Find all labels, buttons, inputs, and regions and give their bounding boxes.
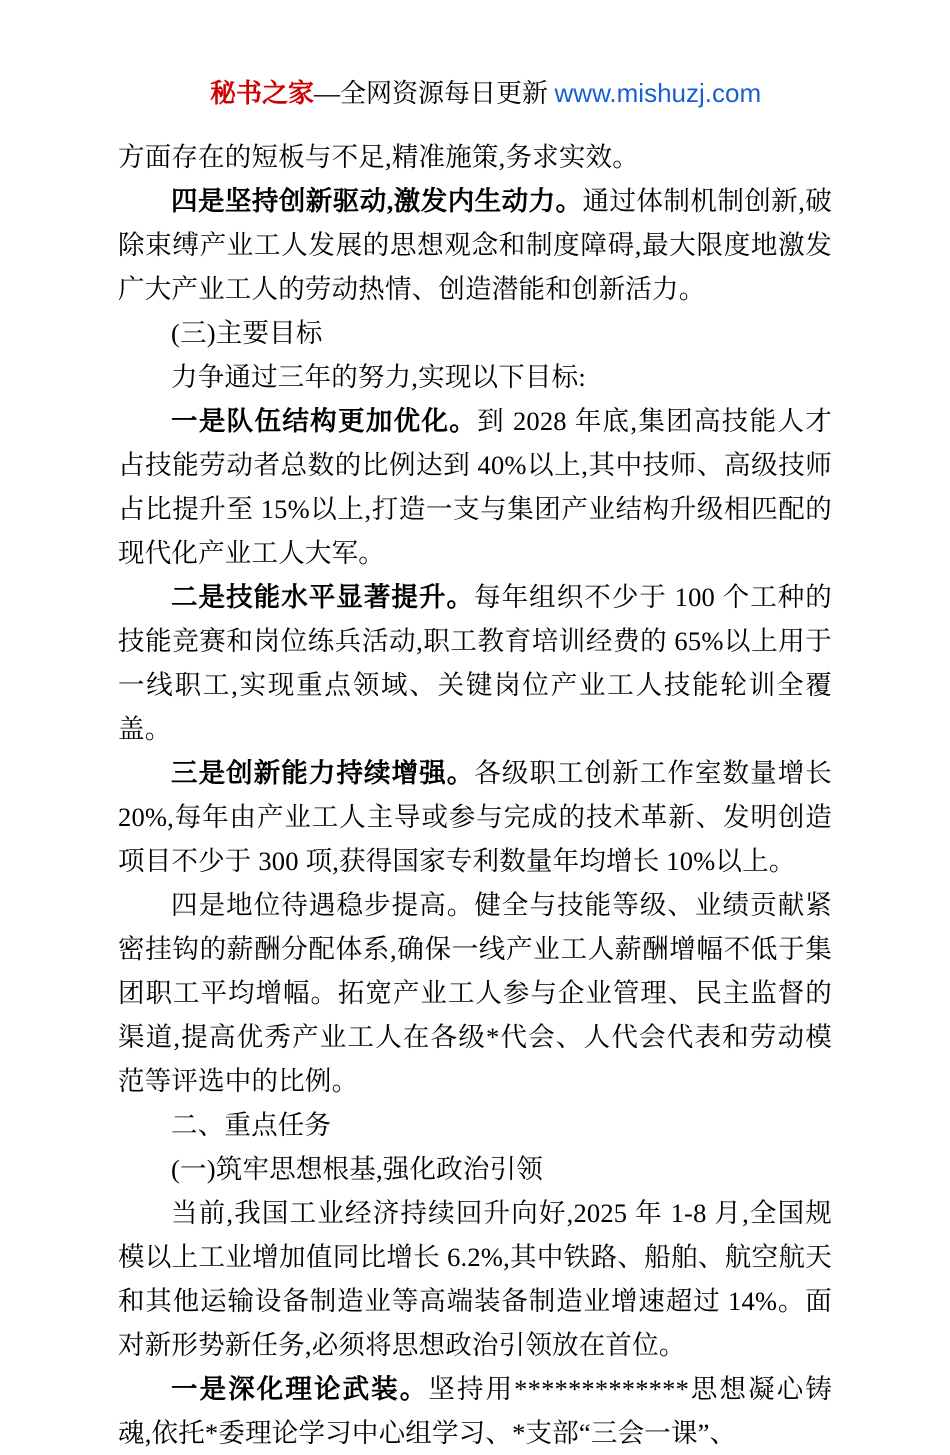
paragraph: [118, 355, 832, 399]
paragraph-lead-bold: 二是技能水平显著提升。: [171, 582, 475, 613]
paragraph-lead-bold: 一是深化理论武装。: [171, 1374, 429, 1405]
paragraph-text: 每年组织不少于 100 个工种的技能竞赛和岗位练兵活动,职工教育培训经费的 65%以上用于一线职工,实现重点领域、关键岗位产业工人技能轮训全覆盖。: [118, 582, 833, 745]
paragraph: [118, 399, 832, 575]
paragraph: [118, 1367, 832, 1455]
paragraph: [118, 311, 832, 355]
paragraph: [118, 883, 832, 1103]
paragraph-text: 力争通过三年的努力,实现以下目标:: [171, 362, 586, 393]
paragraph: [118, 179, 832, 311]
paragraph-text: 方面存在的短板与不足,精准施策,务求实效。: [118, 142, 639, 173]
paragraph: [118, 1147, 832, 1191]
paragraph-text: 四是地位待遇稳步提高。健全与技能等级、业绩贡献紧密挂钩的薪酬分配体系,确保一线产业工人薪酬增幅不低于集团职工平均增幅。拓宽产业工人参与企业管理、民主监督的渠道,提高优秀产业工人在各级*代会、人代会代表和劳动模范等评选中的比例。: [118, 890, 832, 1097]
paragraph: [118, 1191, 832, 1367]
paragraph-lead-bold: 四是坚持创新驱动,激发内生动力。: [171, 186, 583, 217]
paragraph: [118, 575, 832, 751]
paragraph-lead-bold: 三是创新能力持续增强。: [171, 758, 475, 789]
paragraph-text: 当前,我国工业经济持续回升向好,2025 年 1-8 月,全国规模以上工业增加值同比增长 6.2%,其中铁路、船舶、航空航天和其他运输设备制造业等高端装备制造业增速超过 14%。面对新形势新任务,必须将思想政治引领放在首位。: [118, 1198, 832, 1361]
watermark-url[interactable]: www.mishuzj.com: [554, 78, 762, 108]
watermark-brand: 秘书之家: [210, 79, 315, 108]
paragraph-text: (三)主要目标: [171, 318, 323, 349]
paragraph-lead-bold: 一是队伍结构更加优化。: [171, 406, 478, 437]
watermark-banner: [210, 78, 832, 109]
paragraph-text: 各级职工创新工作室数量增长 20%,每年由产业工人主导或参与完成的技术革新、发明创造项目不少于 300 项,获得国家专利数量年均增长 10%以上。: [118, 758, 832, 877]
paragraph-text: 到 2028 年底,集团高技能人才占技能劳动者总数的比例达到 40%以上,其中技师、高级技师占比提升至 15%以上,打造一支与集团产业结构升级相匹配的现代化产业工人大军。: [118, 406, 833, 569]
paragraph-text: (一)筑牢思想根基,强化政治引领: [171, 1154, 543, 1185]
watermark-separator: —全网资源每日更新: [314, 79, 555, 108]
paragraph-text: 坚持用*************思想凝心铸魂,依托*委理论学习中心组学习、*支部“三会一课”、: [118, 1374, 832, 1449]
document-body: [118, 135, 832, 1455]
paragraph: [118, 1103, 832, 1147]
paragraph-text: 通过体制机制创新,破除束缚产业工人发展的思想观念和制度障碍,最大限度地激发广大产业工人的劳动热情、创造潜能和创新活力。: [118, 186, 832, 305]
paragraph: [118, 751, 832, 883]
paragraph-text: 二、重点任务: [171, 1110, 332, 1141]
paragraph: [118, 135, 832, 179]
